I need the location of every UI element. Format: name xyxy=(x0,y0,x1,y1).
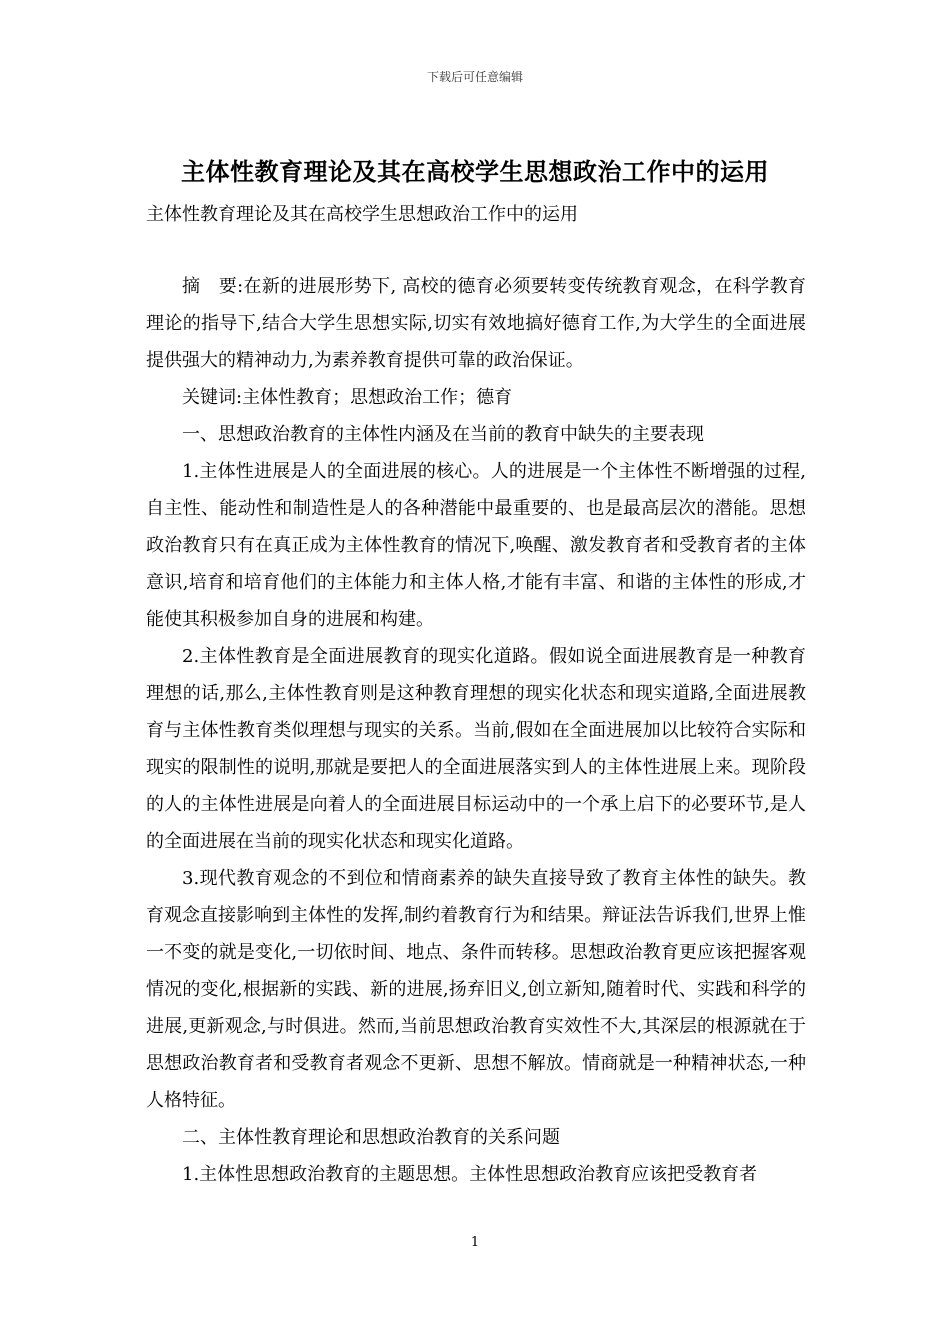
body-paragraph: 1.主体性进展是人的全面进展的核心。人的进展是一个主体性不断增强的过程,自主性、能动性和制造性是人的各种潜能中最重要的、也是最高层次的潜能。思想政治教育只有在真正成为主体性教育的情况下,唤醒、激发教育者和受教育者的主体意识,培育和培育他们的主体能力和主体人格,才能有丰富、和谐的主体性的形成,才能使其积极参加自身的进展和构建。 xyxy=(146,461,806,630)
body-paragraph: 1.主体性思想政治教育的主题思想。主体性思想政治教育应该把受教育者 xyxy=(182,1164,758,1185)
keywords-paragraph: 关键词:主体性教育；思想政治工作；德育 xyxy=(182,387,513,408)
document-title: 主体性教育理论及其在高校学生思想政治工作中的运用 xyxy=(181,157,769,186)
section-heading-2: 二、主体性教育理论和思想政治教育的关系问题 xyxy=(182,1127,560,1148)
document-body xyxy=(146,268,806,1193)
page-number: 1 xyxy=(470,1235,480,1250)
document-subtitle: 主体性教育理论及其在高校学生思想政治工作中的运用 xyxy=(146,204,578,225)
section-heading-1: 一、思想政治教育的主体性内涵及在当前的教育中缺失的主要表现 xyxy=(182,424,704,445)
abstract-paragraph: 摘 要:在新的进展形势下, 高校的德育必须要转变传统教育观念，在科学教育理论的指导下,结合大学生思想实际,切实有效地搞好德育工作,为大学生的全面进展提供强大的精神动力,为素养教育提供可靠的政治保证。 xyxy=(146,276,806,371)
body-paragraph: 3.现代教育观念的不到位和情商素养的缺失直接导致了教育主体性的缺失。教育观念直接影响到主体性的发挥,制约着教育行为和结果。辩证法告诉我们,世界上惟一不变的就是变化,一切依时间、地点、条件而转移。思想政治教育更应该把握客观情况的变化,根据新的实践、新的进展,扬弃旧义,创立新知,随着时代、实践和科学的进展,更新观念,与时俱进。然而,当前思想政治教育实效性不大,其深层的根源就在于思想政治教育者和受教育者观念不更新、思想不解放。情商就是一种精神状态,一种人格特征。 xyxy=(146,868,806,1111)
page-header-note: 下载后可任意编辑 xyxy=(426,70,523,84)
body-paragraph: 2.主体性教育是全面进展教育的现实化道路。假如说全面进展教育是一种教育理想的话,那么,主体性教育则是这种教育理想的现实化状态和现实道路,全面进展教育与主体性教育类似理想与现实的关系。当前,假如在全面进展加以比较符合实际和现实的限制性的说明,那就是要把人的全面进展落实到人的主体性进展上来。现阶段的人的主体性进展是向着人的全面进展目标运动中的一个承上启下的必要环节,是人的全面进展在当前的现实化状态和现实化道路。 xyxy=(146,646,806,852)
